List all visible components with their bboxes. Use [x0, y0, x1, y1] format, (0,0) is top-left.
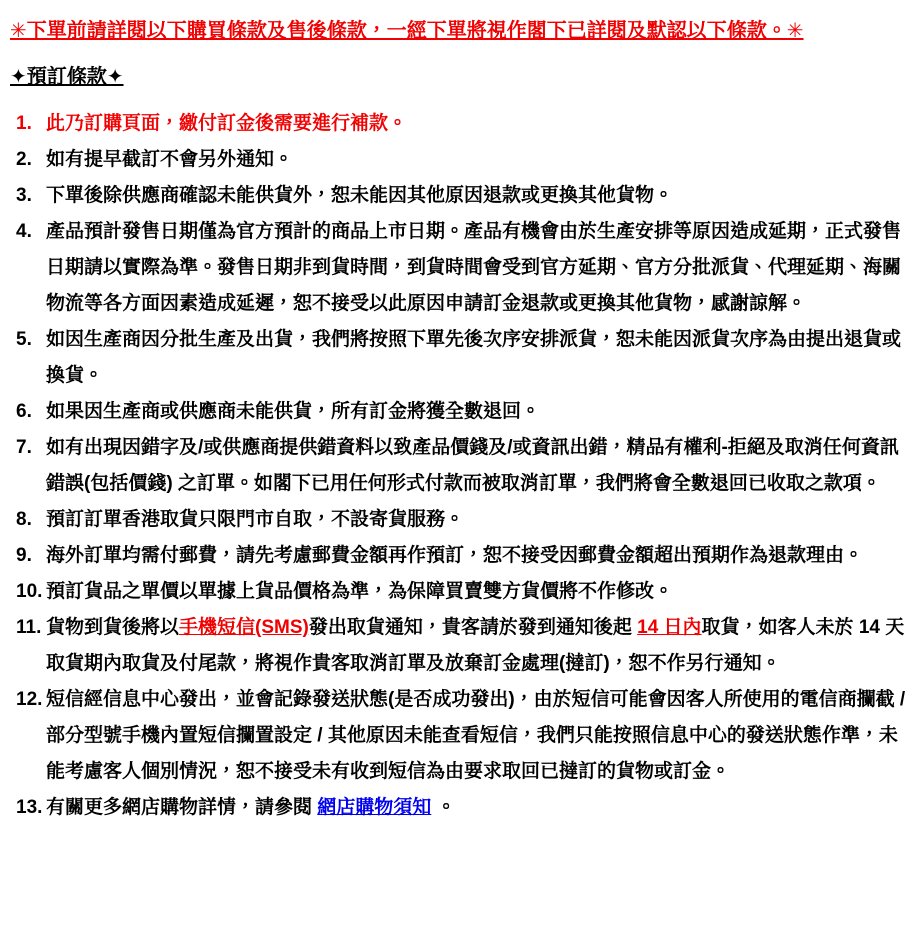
- store-shopping-notice-link[interactable]: 網店購物須知: [317, 797, 432, 818]
- term-number: 2.: [16, 149, 32, 170]
- term-text: 如因生產商因分批生產及出貨，我們將按照下單先後次序安排派貨，恕未能因派貨次序為由提出退貨或換貨。: [46, 329, 902, 386]
- term-text: 預訂貨品之單價以單據上貨品價格為準，為保障買賣雙方貨價將不作修改。: [46, 581, 674, 602]
- term-text: 此乃訂購頁面，繳付訂金後需要進行補款。: [46, 113, 408, 134]
- term-number: 13.: [16, 797, 43, 818]
- section-heading-preorder-terms: ✦預訂條款✦: [10, 66, 124, 88]
- term-text: 產品預計發售日期僅為官方預計的商品上市日期。產品有機會由於生產安排等原因造成延期，正式發售日期請以實際為準。發售日期非到貨時間，到貨時間會受到官方延期、官方分批派貨、代理延期、海關物流等各方面因素造成延遲，恕不接受以此原因申請訂金退款或更換其他貨物，感謝諒解。: [46, 221, 902, 314]
- term-item: [16, 106, 907, 142]
- term-number: 10.: [16, 581, 43, 602]
- term-text: 短信經信息中心發出，並會記錄發送狀態(是否成功發出)，由於短信可能會因客人所使用的電信商攔截 / 部分型號手機內置短信攔置設定 / 其他原因未能查看短信，我們只能按照信息中心的發送狀態作準，未能考慮客人個別情況，恕不接受未有收到短信為由要求取回已撻訂的貨物或訂金。: [46, 689, 906, 782]
- pickup-deadline-highlight: 14 日內: [637, 617, 702, 638]
- term-number: 7.: [16, 437, 32, 458]
- term-text: 下單後除供應商確認未能供貨外，恕未能因其他原因退款或更換其他貨物。: [46, 185, 674, 206]
- term-text: 海外訂單均需付郵費，請先考慮郵費金額再作預訂，恕不接受因郵費金額超出預期作為退款理由。: [46, 545, 864, 566]
- term-item: [16, 214, 907, 322]
- term-number: 1.: [16, 113, 32, 134]
- term-text: 有關更多網店購物詳情，請參閱: [46, 797, 318, 818]
- term-item: [16, 538, 907, 574]
- term-number: 5.: [16, 329, 32, 350]
- term-number: 4.: [16, 221, 32, 242]
- term-text: 如果因生產商或供應商未能供貨，所有訂金將獲全數退回。: [46, 401, 541, 422]
- term-number: 12.: [16, 689, 43, 710]
- sms-highlight: 手機短信(SMS): [179, 617, 309, 638]
- term-item: [16, 178, 907, 214]
- term-number: 11.: [16, 617, 42, 638]
- term-item: [16, 502, 907, 538]
- term-text: 。: [431, 797, 456, 818]
- term-item: [16, 394, 907, 430]
- term-item: [16, 574, 907, 610]
- term-number: 3.: [16, 185, 32, 206]
- term-text: 貨物到貨後將以: [46, 617, 180, 638]
- term-item-sms-pickup: [16, 610, 907, 682]
- page-title: ✳下單前請詳閱以下購買條款及售後條款，一經下單將視作閣下已詳閱及默認以下條款。✳: [10, 20, 804, 42]
- term-item: [16, 142, 907, 178]
- term-item: [16, 430, 907, 502]
- terms-list: [8, 106, 907, 826]
- term-text: 如有提早截訂不會另外通知。: [46, 149, 294, 170]
- term-number: 8.: [16, 509, 32, 530]
- term-text: 取貨，如客人未於 14 天取貨期內取貨及付尾款，將視作貴客取消訂單及放棄訂金處理(撻訂)，恕不作另行通知。: [46, 617, 905, 674]
- term-item: [16, 322, 907, 394]
- term-text: 預訂訂單香港取貨只限門市自取，不設寄貨服務。: [46, 509, 465, 530]
- term-number: 9.: [16, 545, 32, 566]
- term-item-more-info: [16, 790, 907, 826]
- term-number: 6.: [16, 401, 32, 422]
- term-item: [16, 682, 907, 790]
- term-text: 如有出現因錯字及/或供應商提供錯資料以致產品價錢及/或資訊出錯，精品有權利-拒絕及取消任何資訊錯誤(包括價錢) 之訂單。如閣下已用任何形式付款而被取消訂單，我們將會全數退回已收取之款項。: [46, 437, 899, 494]
- term-text: 發出取貨通知，貴客請於發到通知後起: [308, 617, 638, 638]
